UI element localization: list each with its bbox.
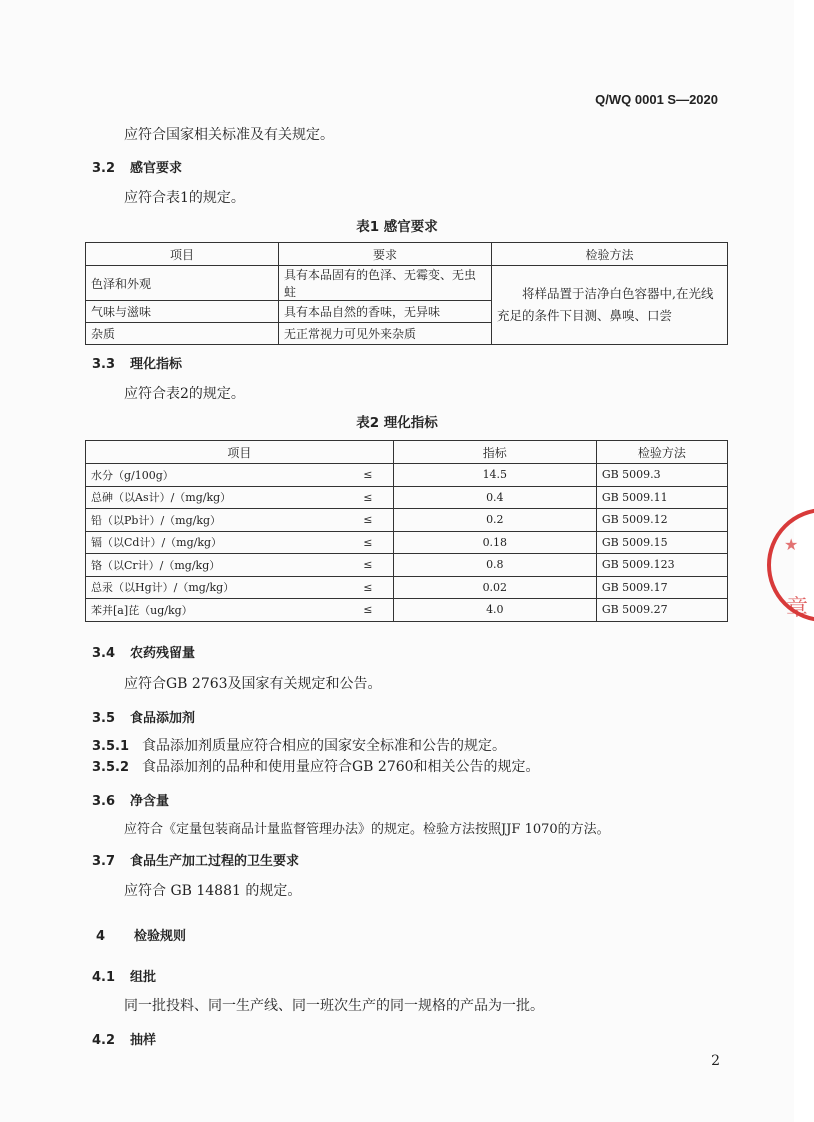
section-3-3-text: 应符合表2的规定。 xyxy=(124,386,245,402)
table-row xyxy=(86,509,728,532)
sensory-table xyxy=(85,242,728,345)
value-cell: 0.8 xyxy=(393,554,596,577)
value-cell: 0.18 xyxy=(393,531,596,554)
limit-operator-cell: ≤ xyxy=(343,486,394,509)
value-cell: 4.0 xyxy=(393,599,596,622)
method-cell: GB 5009.12 xyxy=(596,509,727,532)
section-4-heading: 4 检验规则 xyxy=(96,929,187,944)
method-cell: GB 5009.11 xyxy=(596,486,727,509)
section-3-2-heading: 3.2 感官要求 xyxy=(92,161,183,176)
svg-text:章: 章 xyxy=(786,596,809,621)
page-number: 2 xyxy=(711,1053,720,1069)
value-cell: 0.4 xyxy=(393,486,596,509)
table1-caption: 表1 感官要求 xyxy=(356,219,438,235)
table-row xyxy=(86,554,728,577)
section-3-5-2: 3.5.2 食品添加剂的品种和使用量应符合GB 2760和相关公告的规定。 xyxy=(92,759,540,775)
value-cell: 0.2 xyxy=(393,509,596,532)
header-cell: 项目 xyxy=(86,441,394,464)
section-3-5-heading: 3.5 食品添加剂 xyxy=(92,711,196,726)
section-3-5-1: 3.5.1 食品添加剂质量应符合相应的国家安全标准和公告的规定。 xyxy=(92,738,506,754)
red-seal-stamp xyxy=(764,490,814,640)
method-cell: GB 5009.3 xyxy=(596,464,727,487)
section-3-6-heading: 3.6 净含量 xyxy=(92,794,170,809)
table2-caption: 表2 理化指标 xyxy=(356,415,438,431)
table-row xyxy=(86,599,728,622)
item-cell: 总汞（以Hg计）/（mg/kg） xyxy=(86,576,343,599)
limit-operator-cell: ≤ xyxy=(343,531,394,554)
item-cell: 杂质 xyxy=(86,323,279,345)
section-4-2-heading: 4.2 抽样 xyxy=(92,1033,157,1048)
header-cell: 指标 xyxy=(393,441,596,464)
table-row xyxy=(86,464,728,487)
item-cell: 水分（g/100g） xyxy=(86,464,343,487)
method-cell: GB 5009.17 xyxy=(596,576,727,599)
section-4-1-heading: 4.1 组批 xyxy=(92,970,157,985)
section-3-4-text: 应符合GB 2763及国家有关规定和公告。 xyxy=(124,676,382,692)
method-cell: GB 5009.27 xyxy=(596,599,727,622)
limit-operator-cell: ≤ xyxy=(343,464,394,487)
limit-operator-cell: ≤ xyxy=(343,576,394,599)
item-cell: 铬（以Cr计）/（mg/kg） xyxy=(86,554,343,577)
method-cell: GB 5009.123 xyxy=(596,554,727,577)
section-3-7-text: 应符合 GB 14881 的规定。 xyxy=(124,883,302,899)
requirement-cell: 具有本品自然的香味，无异味 xyxy=(279,301,492,323)
item-cell: 总砷（以As计）/（mg/kg） xyxy=(86,486,343,509)
section-4-1-text: 同一批投料、同一生产线、同一班次生产的同一规格的产品为一批。 xyxy=(124,998,544,1014)
limit-operator-cell: ≤ xyxy=(343,599,394,622)
section-3-2-text: 应符合表1的规定。 xyxy=(124,190,245,206)
header-cell: 检验方法 xyxy=(596,441,727,464)
section-3-3-heading: 3.3 理化指标 xyxy=(92,357,183,372)
section-3-6-text: 应符合《定量包装商品计量监督管理办法》的规定。检验方法按照JJF 1070的方法。 xyxy=(124,822,610,837)
header-cell: 项目 xyxy=(86,243,279,266)
method-cell: 将样品置于洁净白色容器中,在光线充足的条件下目测、鼻嗅、口尝 xyxy=(492,266,728,345)
table-row xyxy=(86,531,728,554)
value-cell: 14.5 xyxy=(393,464,596,487)
limit-operator-cell: ≤ xyxy=(343,509,394,532)
item-cell: 色泽和外观 xyxy=(86,266,279,301)
header-cell: 要求 xyxy=(279,243,492,266)
item-cell: 苯并[a]芘（ug/kg） xyxy=(86,599,343,622)
standard-code: Q/WQ 0001 S—2020 xyxy=(595,92,718,107)
section-3-4-heading: 3.4 农药残留量 xyxy=(92,646,196,661)
value-cell: 0.02 xyxy=(393,576,596,599)
item-cell: 铅（以Pb计）/（mg/kg） xyxy=(86,509,343,532)
header-cell: 检验方法 xyxy=(492,243,728,266)
requirement-cell: 无正常视力可见外来杂质 xyxy=(279,323,492,345)
table-row xyxy=(86,576,728,599)
table-row xyxy=(86,486,728,509)
intro-text: 应符合国家相关标准及有关规定。 xyxy=(124,127,334,143)
item-cell: 镉（以Cd计）/（mg/kg） xyxy=(86,531,343,554)
method-cell: GB 5009.15 xyxy=(596,531,727,554)
svg-text:★: ★ xyxy=(784,535,799,554)
limit-operator-cell: ≤ xyxy=(343,554,394,577)
section-3-7-heading: 3.7 食品生产加工过程的卫生要求 xyxy=(92,854,300,869)
table-row xyxy=(86,266,728,301)
requirement-cell: 具有本品固有的色泽、无霉变、无虫蛀 xyxy=(279,266,492,301)
item-cell: 气味与滋味 xyxy=(86,301,279,323)
physicochemical-table xyxy=(85,440,728,622)
